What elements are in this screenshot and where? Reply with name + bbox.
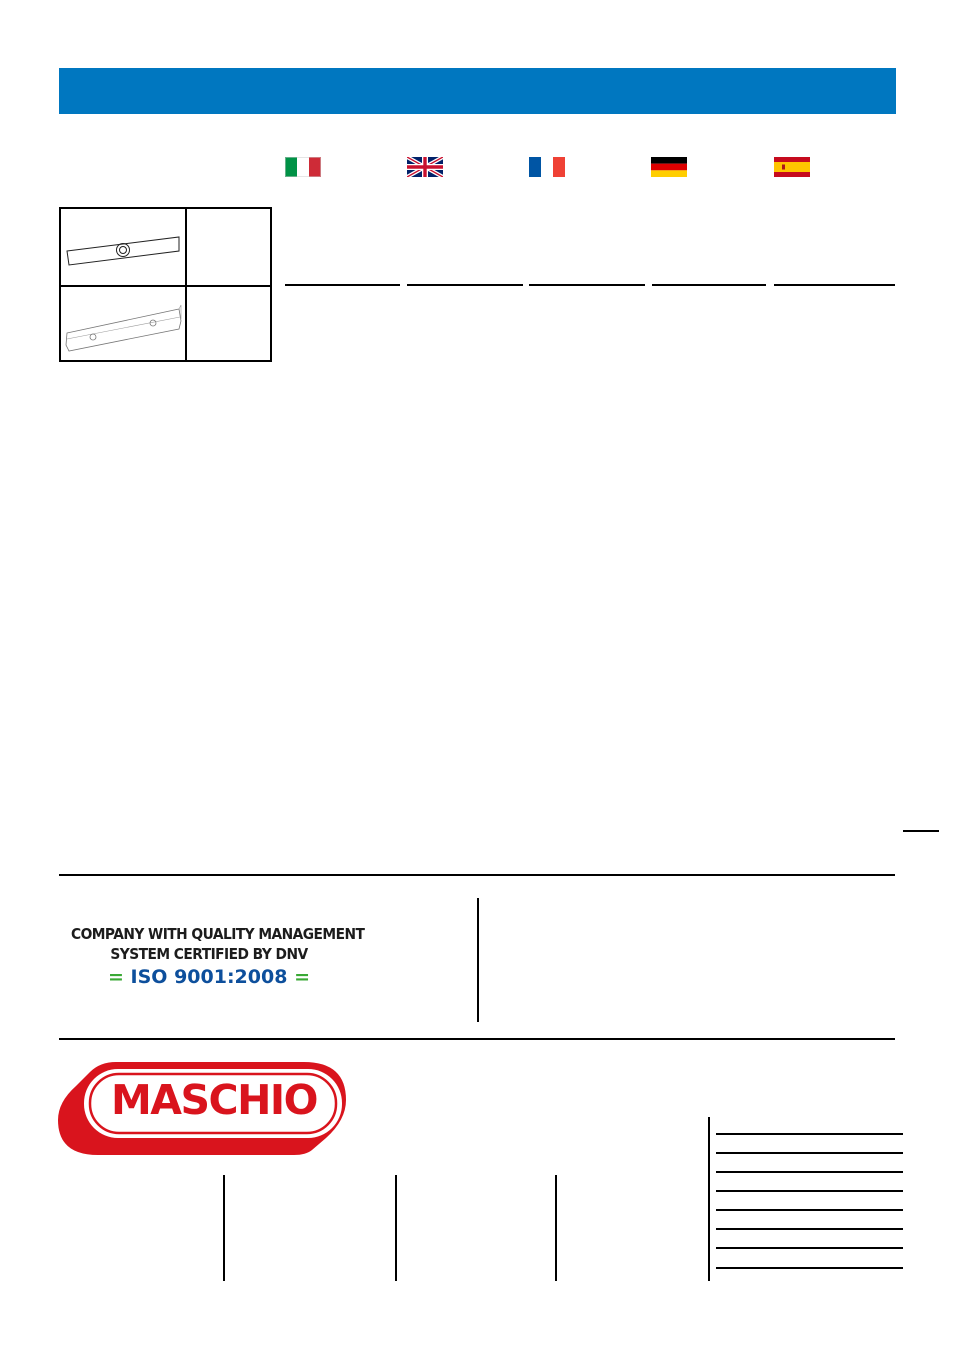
certification-line-1: COMPANY WITH QUALITY MANAGEMENT [71,925,365,943]
parts-table [59,207,272,362]
french-flag-icon [529,157,565,177]
address-divider-1 [223,1175,225,1281]
certification-line-2: SYSTEM CERTIFIED BY DNV [110,945,308,963]
german-flag-icon [651,157,687,177]
italian-flag-icon [285,157,321,177]
iso-badge [59,965,359,989]
footer-rule-bottom [59,1038,895,1040]
logo-text: MASCHIO [110,1076,318,1124]
form-rule-8 [716,1267,903,1269]
column-rule-it [285,284,400,286]
header-bar [59,68,896,114]
form-rule-5 [716,1209,903,1211]
iso-prefix: = [108,966,124,988]
address-divider-3 [555,1175,557,1281]
footer-rule-top [59,874,895,876]
column-rule-de [652,284,766,286]
form-rule-6 [716,1228,903,1230]
form-rule-4 [716,1190,903,1192]
address-divider-4 [708,1117,710,1281]
form-rule-1 [716,1133,903,1135]
iso-suffix: = [294,966,310,988]
form-rule-2 [716,1152,903,1154]
footer-divider [477,898,479,1022]
address-divider-2 [395,1175,397,1281]
twisted-blade-icon [63,301,183,357]
column-rule-fr [529,284,645,286]
column-rule-es [774,284,895,286]
straight-blade-icon [65,229,183,269]
uk-flag-icon [407,157,443,177]
column-rule-en [407,284,523,286]
spanish-flag-icon [774,157,810,177]
certification-block [59,924,365,989]
iso-label: ISO 9001:2008 [130,966,288,988]
form-rule-7 [716,1247,903,1249]
form-rule-3 [716,1171,903,1173]
table-divider-horizontal [61,285,270,287]
page-marker-rule [903,830,939,832]
